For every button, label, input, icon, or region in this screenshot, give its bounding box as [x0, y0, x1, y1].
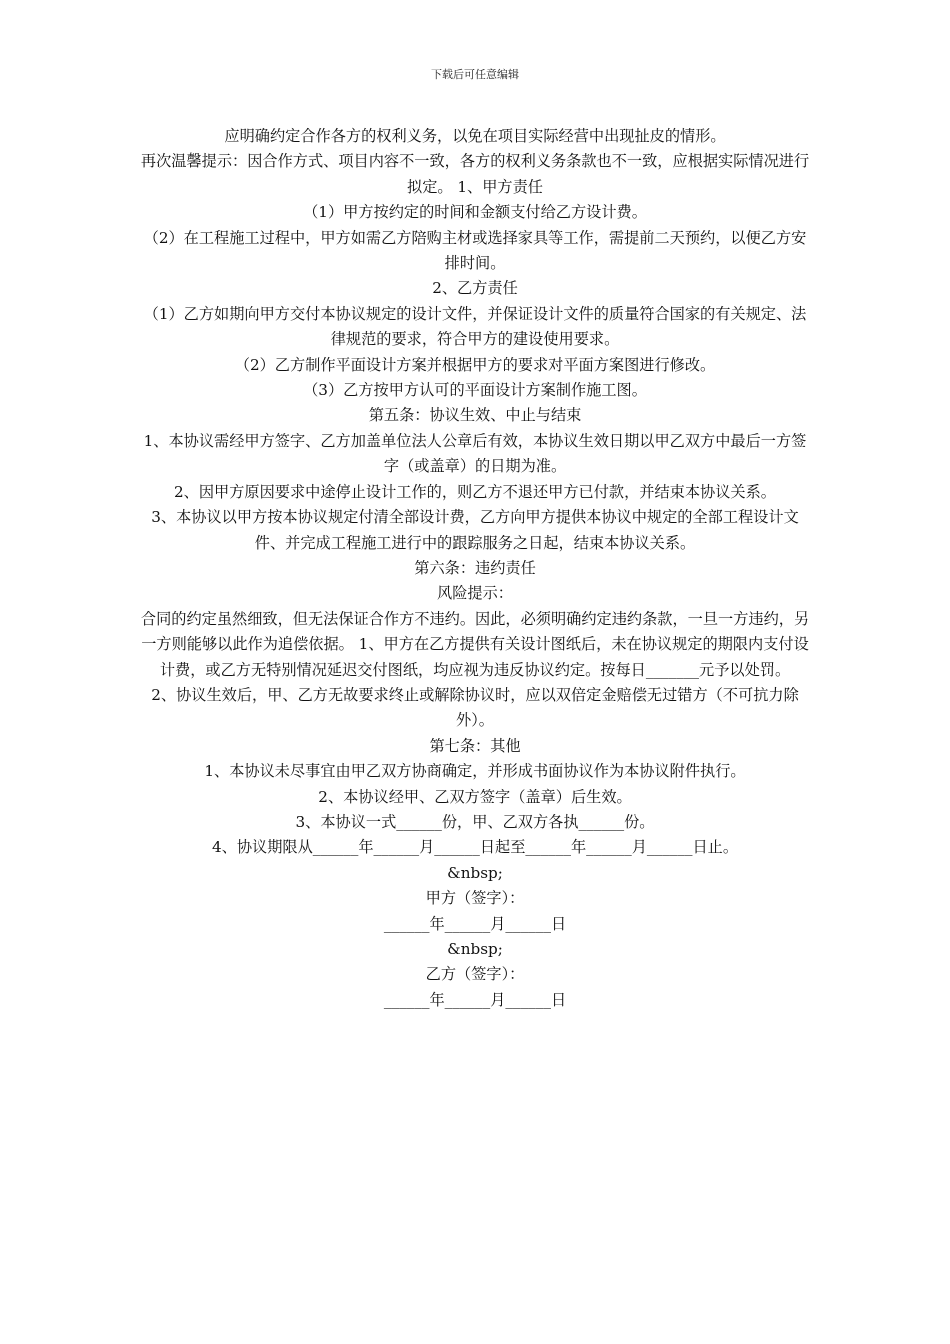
paragraph: 1、本协议需经甲方签字、乙方加盖单位法人公章后有效，本协议生效日期以甲乙双方中最后一方签字（或盖章）的日期为准。: [143, 431, 807, 476]
party-b-signature-label: 乙方（签字）：: [425, 965, 525, 984]
paragraph: （2）乙方制作平面设计方案并根据甲方的要求对平面方案图进行修改。: [234, 355, 716, 374]
party-a-signature-label: 甲方（签字）：: [425, 889, 525, 908]
party-b-date-line: ______年______月______日: [383, 990, 567, 1009]
spacer-text: &nbsp;: [447, 863, 503, 882]
paragraph: 2、本协议经甲、乙双方签字（盖章）后生效。: [318, 787, 632, 806]
paragraph: 2、因甲方原因要求中途停止设计工作的，则乙方不退还甲方已付款，并结束本协议关系。: [174, 482, 776, 501]
paragraph: 3、本协议以甲方按本协议规定付清全部设计费，乙方向甲方提供本协议中规定的全部工程设计文件、并完成工程施工进行中的跟踪服务之日起，结束本协议关系。: [151, 508, 799, 552]
party-a-date-line: ______年______月______日: [383, 914, 567, 933]
page-header: 下载后可任意编辑: [431, 68, 519, 81]
section-heading: 第七条：其他: [429, 736, 521, 755]
paragraph: 合同的约定虽然细致，但无法保证合作方不违约。因此，必须明确约定违约条款，一旦一方违约，另一方则能够以此作为追偿依据。 1、甲方在乙方提供有关设计图纸后，未在协议规定的期限内支付设计费，或乙方无特别情况延迟交付图纸，均应视为违反协议约定。按每日_______元予以处罚。: [140, 609, 810, 679]
risk-note-heading: 风险提示：: [437, 584, 513, 603]
paragraph: 3、本协议一式______份，甲、乙双方各执______份。: [295, 812, 655, 831]
section-heading: 第五条：协议生效、中止与结束: [368, 406, 582, 425]
paragraph: 4、协议期限从______年______月______日起至______年______月______日止。: [211, 838, 739, 857]
paragraph: （1）甲方按约定的时间和金额支付给乙方设计费。: [303, 203, 647, 222]
paragraph: 再次温馨提示：因合作方式、项目内容不一致，各方的权利义务条款也不一致，应根据实际情况进行拟定。 1、甲方责任: [140, 152, 810, 196]
paragraph: 1、本协议未尽事宜由甲乙双方协商确定，并形成书面协议作为本协议附件执行。: [204, 762, 746, 781]
section-heading: 2、乙方责任: [432, 279, 518, 298]
paragraph: （3）乙方按甲方认可的平面设计方案制作施工图。: [303, 381, 647, 400]
paragraph: 2、协议生效后，甲、乙方无故要求终止或解除协议时，应以双倍定金赔偿无过错方（不可抗力除外）。: [151, 685, 799, 730]
document-body: [140, 124, 810, 1013]
spacer-text: &nbsp;: [447, 940, 503, 958]
paragraph: （2）在工程施工过程中，甲方如需乙方陪购主材或选择家具等工作，需提前二天预约，以便乙方安排时间。: [143, 228, 807, 273]
section-heading: 第六条：违约责任: [414, 558, 536, 577]
paragraph: （1）乙方如期向甲方交付本协议规定的设计文件，并保证设计文件的质量符合国家的有关规定、法律规范的要求，符合甲方的建设使用要求。: [143, 304, 807, 349]
paragraph: 应明确约定合作各方的权利义务，以免在项目实际经营中出现扯皮的情形。: [224, 127, 726, 145]
